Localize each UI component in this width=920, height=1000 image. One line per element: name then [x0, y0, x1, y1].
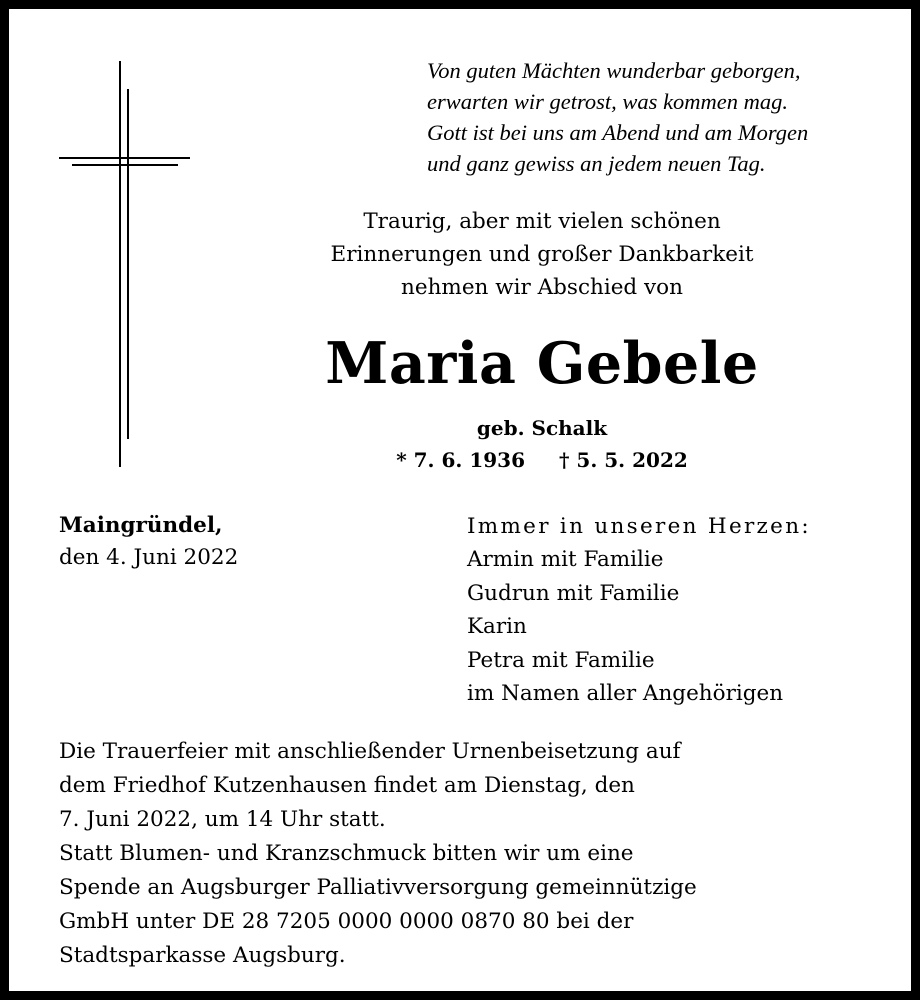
mourner-entry: Gudrun mit Familie	[467, 580, 680, 606]
mourner-entry: im Namen aller Angehörigen	[467, 681, 784, 706]
poem-line: und ganz gewiss an jedem neuen Tag.	[427, 151, 766, 176]
details-line: Die Trauerfeier mit anschließender Urnenbeisetzung auf	[59, 739, 681, 764]
details-line: GmbH unter DE 28 7205 0000 0000 0870 80 bei der	[59, 909, 634, 934]
poem-line: Gott ist bei uns am Abend und am Morgen	[427, 120, 809, 145]
details-line: 7. Juni 2022, um 14 Uhr statt.	[59, 807, 386, 832]
cross-horizontal-bar	[59, 157, 190, 159]
mourner-entry: Petra mit Familie	[467, 647, 655, 673]
life-dates	[209, 445, 875, 475]
funeral-details	[59, 735, 899, 973]
cross-vertical-bar-inner	[127, 89, 129, 439]
details-line: Spende an Augsburger Palliativversorgung gemeinnützige	[59, 875, 697, 900]
poem-verse	[427, 55, 897, 179]
deceased-name: Maria Gebele	[325, 330, 759, 397]
details-line: Statt Blumen- und Kranzschmuck bitten wir um eine	[59, 841, 634, 866]
intro-line: nehmen wir Abschied von	[401, 275, 683, 300]
poem-line: erwarten wir getrost, was kommen mag.	[427, 89, 789, 114]
mourner-entry: Armin mit Familie	[467, 547, 664, 572]
notice-date: den 4. Juni 2022	[59, 545, 239, 570]
intro-line: Erinnerungen und großer Dankbarkeit	[330, 242, 754, 267]
place-and-date	[59, 510, 238, 574]
place-city: Maingründel,	[59, 513, 223, 538]
mourners-list	[467, 510, 907, 711]
farewell-intro	[209, 205, 875, 304]
birth-date: * 7. 6. 1936	[396, 448, 525, 472]
cross-horizontal-bar-inner	[72, 164, 178, 166]
details-line: Stadtsparkasse Augsburg.	[59, 943, 346, 968]
mourners-heading: Immer in unseren Herzen:	[467, 514, 811, 539]
poem-line: Von guten Mächten wunderbar geborgen,	[427, 58, 801, 83]
maiden-name: geb. Schalk	[476, 416, 608, 440]
death-date: † 5. 5. 2022	[559, 448, 688, 472]
mourner-entry: Karin	[467, 614, 527, 639]
cross-vertical-bar	[119, 61, 121, 467]
intro-line: Traurig, aber mit vielen schönen	[363, 209, 721, 234]
details-line: dem Friedhof Kutzenhausen findet am Dienstag, den	[59, 773, 635, 798]
